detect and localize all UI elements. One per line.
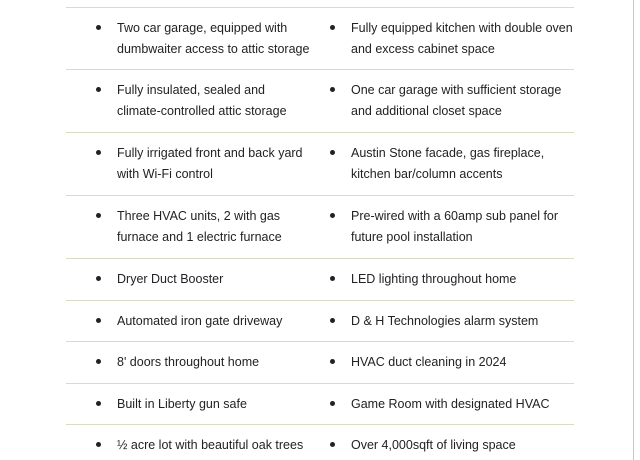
bullet-icon <box>96 318 101 323</box>
feature-cell-right <box>312 133 574 195</box>
feature-text: ½ acre lot with beautiful oak trees <box>117 438 304 452</box>
feature-text: Automated iron gate driveway <box>117 313 283 328</box>
bullet-icon <box>330 276 335 281</box>
bullet-icon <box>96 213 101 218</box>
feature-cell-right <box>312 342 574 383</box>
bullet-icon <box>96 401 101 406</box>
feature-text: Fully equipped kitchen with double oven and excess cabinet space <box>351 21 573 56</box>
feature-text: Three HVAC units, 2 with gas furnace and 1 electric furnace <box>117 209 282 244</box>
bullet-icon <box>96 25 101 30</box>
bullet-icon <box>96 276 101 281</box>
bullet-icon <box>96 442 101 447</box>
feature-row <box>66 132 574 195</box>
feature-row <box>66 424 574 460</box>
feature-cell-right <box>312 425 574 460</box>
feature-cell-left <box>66 259 312 300</box>
feature-cell-right <box>312 384 574 425</box>
feature-row <box>66 69 574 132</box>
bullet-icon <box>330 442 335 447</box>
feature-text: Two car garage, equipped with dumbwaiter access to attic storage <box>117 21 310 56</box>
bullet-icon <box>330 318 335 323</box>
bullet-icon <box>96 150 101 155</box>
feature-text: 8' doors throughout home <box>117 355 260 369</box>
feature-cell-right <box>312 8 574 69</box>
bullet-icon <box>330 150 335 155</box>
feature-text: Austin Stone facade, gas fireplace, kitchen bar/column accents <box>351 146 545 181</box>
feature-text: Over 4,000sqft of living space <box>351 438 516 452</box>
feature-text: Pre-wired with a 60amp sub panel for future pool installation <box>351 209 559 244</box>
feature-text: Fully irrigated front and back yard with Wi-Fi control <box>117 146 303 181</box>
feature-cell-left <box>66 301 312 342</box>
feature-cell-left <box>66 133 312 195</box>
bullet-icon <box>96 359 101 364</box>
bullet-icon <box>330 213 335 218</box>
feature-cell-right <box>312 259 574 300</box>
feature-row <box>66 7 574 69</box>
feature-cell-left <box>66 384 312 425</box>
bullet-icon <box>330 401 335 406</box>
feature-row <box>66 383 574 425</box>
feature-cell-left <box>66 70 312 132</box>
feature-text: One car garage with sufficient storage and additional closet space <box>351 83 562 118</box>
feature-row <box>66 300 574 342</box>
feature-table <box>66 0 574 460</box>
feature-row <box>66 341 574 383</box>
feature-row <box>66 195 574 258</box>
feature-text: D & H Technologies alarm system <box>351 313 539 328</box>
feature-text: LED lighting throughout home <box>351 272 517 286</box>
feature-cell-right <box>312 196 574 258</box>
feature-text: Fully insulated, sealed and climate-controlled attic storage <box>117 83 287 118</box>
feature-text: Built in Liberty gun safe <box>117 396 247 411</box>
bullet-icon <box>330 25 335 30</box>
feature-text: Game Room with designated HVAC <box>351 396 550 411</box>
bullet-icon <box>330 87 335 92</box>
feature-text: HVAC duct cleaning in 2024 <box>351 355 507 369</box>
page-edge <box>633 0 634 460</box>
bullet-icon <box>330 359 335 364</box>
feature-cell-left <box>66 342 312 383</box>
feature-row <box>66 258 574 300</box>
feature-cell-left <box>66 196 312 258</box>
bullet-icon <box>96 87 101 92</box>
feature-cell-right <box>312 301 574 342</box>
feature-cell-left <box>66 8 312 69</box>
feature-cell-left <box>66 425 312 460</box>
feature-cell-right <box>312 70 574 132</box>
feature-text: Dryer Duct Booster <box>117 272 224 286</box>
